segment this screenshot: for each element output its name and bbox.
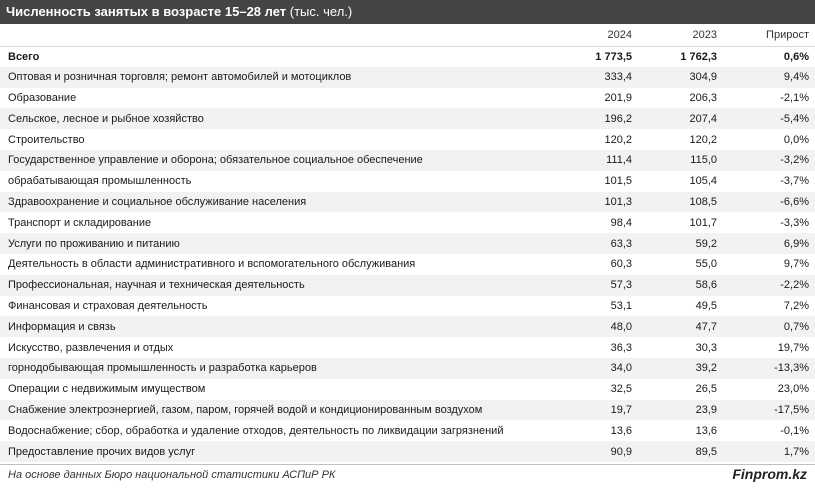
row-category: Деятельность в области административного и вспомогательного обслуживания [8, 258, 416, 271]
row-value-2024: 201,9 [604, 91, 632, 104]
row-growth: 6,9% [730, 233, 815, 254]
table-row [0, 254, 815, 275]
row-value-2024: 60,3 [610, 258, 632, 271]
row-value-2023: 101,7 [689, 216, 717, 229]
row-growth: -6,6% [730, 192, 815, 213]
row-value-2023: 55,0 [695, 258, 717, 271]
table-row [0, 337, 815, 358]
row-value-2024: 63,3 [560, 233, 645, 254]
row-value-2023: 30,3 [695, 341, 717, 354]
row-value-2024: 98,4 [610, 216, 632, 229]
row-category: Строительство [8, 133, 85, 146]
row-growth: 0,6% [783, 50, 809, 63]
row-category: Информация и связь [0, 316, 560, 337]
row-category: Государственное управление и оборона; обязательное социальное обеспечение [0, 150, 560, 171]
row-category: обрабатывающая промышленность [8, 175, 192, 188]
row-category: Водоснабжение; сбор, обработка и удаление отходов, деятельность по ликвидации загрязнений [8, 424, 504, 437]
header-growth: Прирост [730, 24, 815, 46]
row-growth: -2,1% [780, 91, 809, 104]
table-row [0, 379, 815, 400]
row-growth: 9,7% [783, 258, 809, 271]
row-value-2023: 13,6 [695, 424, 717, 437]
row-category: Финансовая и страховая деятельность [8, 299, 208, 312]
table-row [0, 88, 815, 109]
row-value-2024: 101,5 [604, 175, 632, 188]
row-value-2023: 26,5 [695, 383, 717, 396]
table-row [0, 212, 815, 233]
row-value-2024: 1 773,5 [595, 50, 632, 63]
row-value-2023: 108,5 [645, 192, 730, 213]
row-value-2023: 207,4 [645, 108, 730, 129]
row-value-2023: 120,2 [689, 133, 717, 146]
row-value-2024: 196,2 [560, 108, 645, 129]
row-value-2024: 48,0 [560, 316, 645, 337]
row-value-2024: 13,6 [610, 424, 632, 437]
row-category: Всего [8, 50, 40, 63]
row-value-2023: 115,0 [645, 150, 730, 171]
row-value-2024: 34,0 [560, 358, 645, 379]
table-footer [0, 464, 815, 489]
row-category: Здравоохранение и социальное обслуживание населения [0, 192, 560, 213]
row-growth: 0,7% [730, 316, 815, 337]
row-value-2023: 89,5 [645, 441, 730, 462]
table-title-unit: (тыс. чел.) [286, 4, 353, 19]
row-growth: 7,2% [783, 299, 809, 312]
row-value-2024: 36,3 [610, 341, 632, 354]
table-header-row [0, 24, 815, 46]
row-category: Услуги по проживанию и питанию [0, 233, 560, 254]
row-growth: 9,4% [730, 67, 815, 88]
table-row [0, 150, 815, 171]
row-value-2024: 101,3 [560, 192, 645, 213]
table-row [0, 275, 815, 296]
source-note: На основе данных Бюро национальной статистики АСПиР РК [8, 468, 336, 481]
row-value-2023: 47,7 [645, 316, 730, 337]
row-growth: 0,0% [783, 133, 809, 146]
row-value-2023: 58,6 [645, 275, 730, 296]
table-row [0, 192, 815, 213]
row-growth: -2,2% [730, 275, 815, 296]
table-row [0, 441, 815, 462]
table-row [0, 316, 815, 337]
row-category: Операции с недвижимым имуществом [8, 383, 206, 396]
row-value-2023: 1 762,3 [680, 50, 717, 63]
table-body [0, 46, 815, 462]
table-row [0, 400, 815, 421]
row-growth: -0,1% [780, 424, 809, 437]
row-growth: -5,4% [730, 108, 815, 129]
row-value-2023: 23,9 [645, 400, 730, 421]
table-row [0, 296, 815, 317]
row-value-2024: 111,4 [560, 150, 645, 171]
row-growth: 1,7% [730, 441, 815, 462]
header-2023: 2023 [645, 24, 730, 46]
row-growth: 23,0% [777, 383, 809, 396]
row-value-2023: 206,3 [689, 91, 717, 104]
row-value-2024: 19,7 [560, 400, 645, 421]
table-row [0, 171, 815, 192]
row-category: Снабжение электроэнергией, газом, паром, горячей водой и кондиционированным воздухом [0, 400, 560, 421]
row-growth: 19,7% [777, 341, 809, 354]
employment-table [0, 24, 815, 462]
row-value-2024: 333,4 [560, 67, 645, 88]
row-value-2023: 49,5 [695, 299, 717, 312]
row-value-2024: 120,2 [604, 133, 632, 146]
row-category: Транспорт и складирование [8, 216, 152, 229]
row-value-2023: 304,9 [645, 67, 730, 88]
table-row [0, 129, 815, 150]
table-row [0, 108, 815, 129]
brand-logo: Finprom.kz [732, 465, 807, 482]
row-growth: -3,7% [780, 175, 809, 188]
row-growth: -3,3% [780, 216, 809, 229]
table-row [0, 67, 815, 88]
row-value-2023: 59,2 [645, 233, 730, 254]
row-growth: -3,2% [730, 150, 815, 171]
table-row [0, 420, 815, 441]
row-category: Искусство, развлечения и отдых [8, 341, 174, 354]
row-growth: -17,5% [730, 400, 815, 421]
row-category: Профессиональная, научная и техническая деятельность [0, 275, 560, 296]
table-title [0, 0, 815, 24]
row-category: Оптовая и розничная торговля; ремонт автомобилей и мотоциклов [0, 67, 560, 88]
row-value-2024: 57,3 [560, 275, 645, 296]
header-category [0, 24, 560, 46]
row-value-2024: 32,5 [610, 383, 632, 396]
row-category: Сельское, лесное и рыбное хозяйство [0, 108, 560, 129]
row-value-2024: 90,9 [560, 441, 645, 462]
table-title-main: Численность занятых в возрасте 15–28 лет [6, 4, 287, 19]
table-row-total [0, 46, 815, 67]
header-2024: 2024 [560, 24, 645, 46]
row-value-2023: 105,4 [689, 175, 717, 188]
row-growth: -13,3% [730, 358, 815, 379]
table-row [0, 358, 815, 379]
row-value-2024: 53,1 [610, 299, 632, 312]
row-category: горнодобывающая промышленность и разработка карьеров [0, 358, 560, 379]
table-row [0, 233, 815, 254]
row-category: Предоставление прочих видов услуг [0, 441, 560, 462]
row-value-2023: 39,2 [645, 358, 730, 379]
row-category: Образование [8, 91, 77, 104]
